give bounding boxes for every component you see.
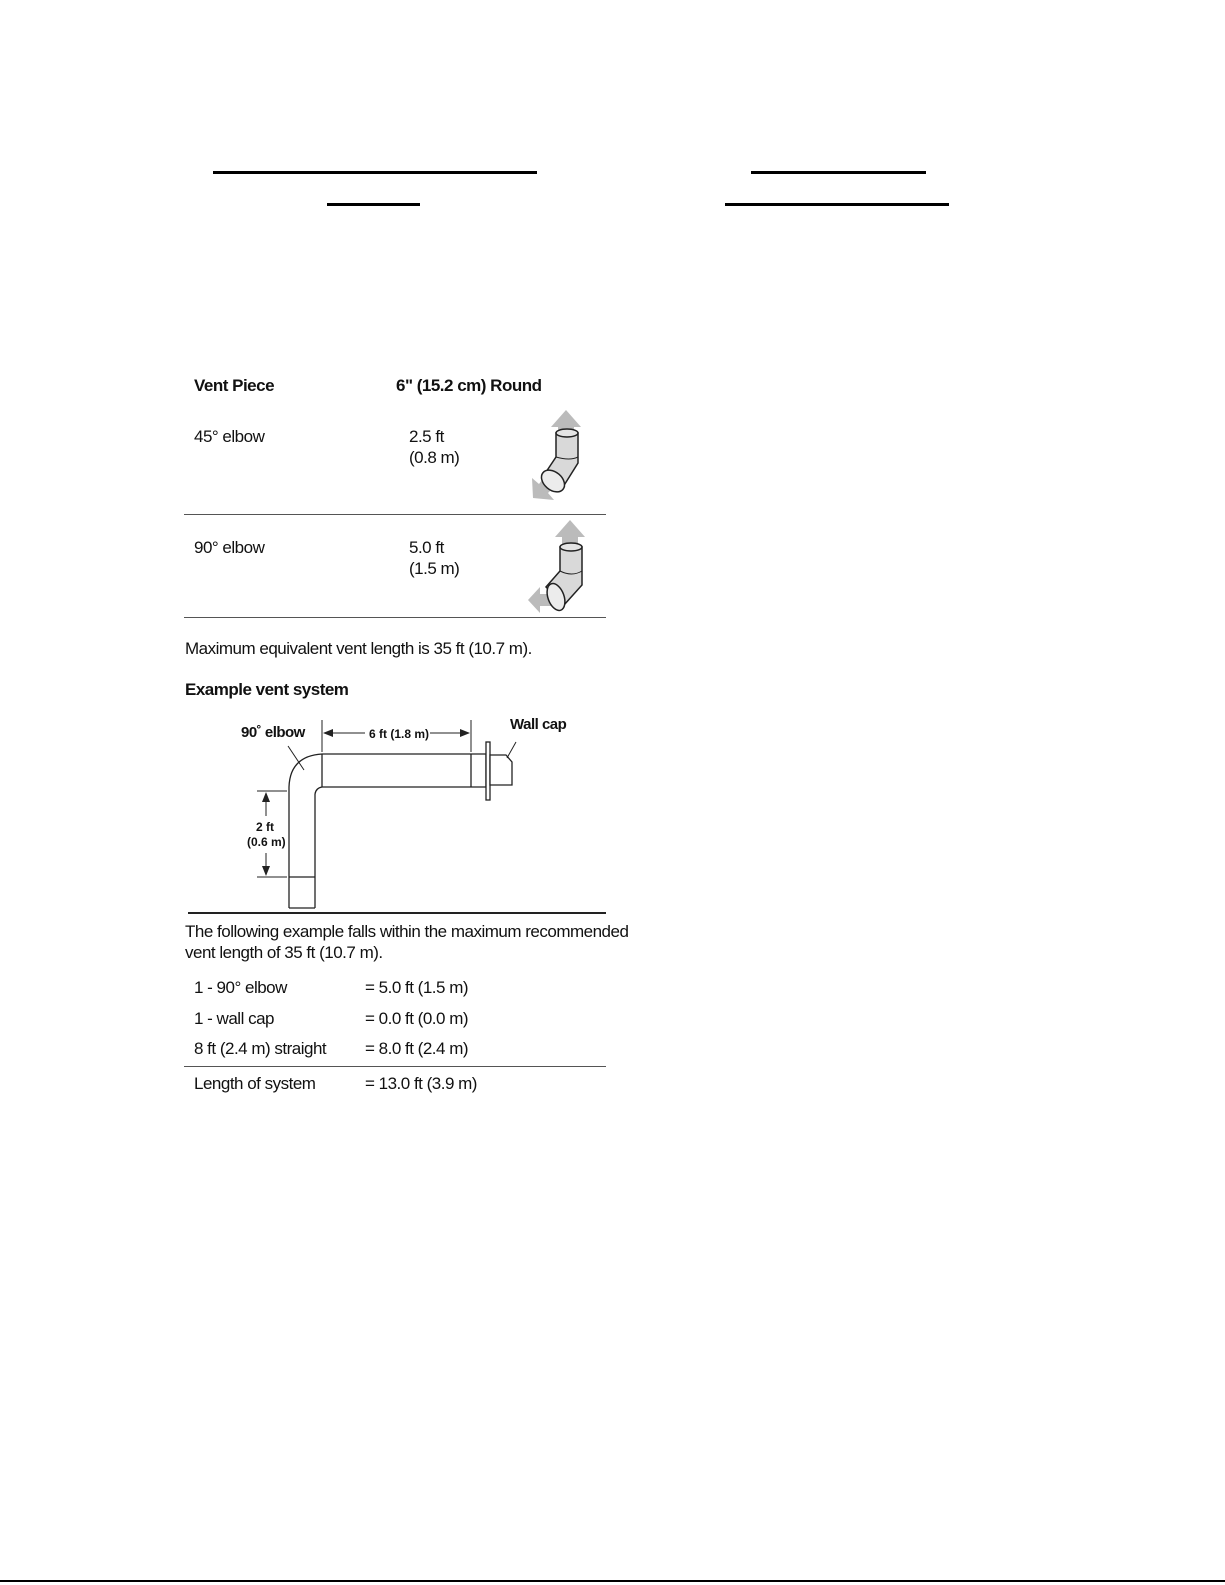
heading-rule-right-2 — [725, 203, 949, 206]
item-value-2: = 0.0 ft (0.0 m) — [365, 1009, 469, 1028]
item-name-1: 1 - 90° elbow — [194, 978, 287, 997]
diagram-label-vertical-m: (0.6 m) — [247, 835, 286, 849]
example-intro-line2: vent length of 35 ft (10.7 m). — [185, 943, 383, 962]
diagram-label-vertical-ft: 2 ft — [256, 820, 274, 834]
total-rule — [184, 1066, 606, 1067]
example-intro-line1: The following example falls within the maximum recommended — [185, 922, 629, 941]
diagram-bottom-rule — [188, 912, 606, 914]
elbow-45-icon — [528, 405, 598, 505]
table-header-piece: Vent Piece — [194, 376, 275, 395]
item-value-1: = 5.0 ft (1.5 m) — [365, 978, 469, 997]
row-piece-90: 90° elbow — [194, 538, 265, 557]
heading-rule-left-1 — [213, 171, 537, 174]
diagram-label-wall-cap: Wall cap — [510, 716, 567, 733]
page-bottom-rule — [0, 1580, 1225, 1582]
row-piece-45: 45° elbow — [194, 427, 265, 446]
vent-system-diagram — [230, 712, 610, 912]
max-length-note: Maximum equivalent vent length is 35 ft (10.7 m). — [185, 639, 532, 658]
total-value: = 13.0 ft (3.9 m) — [365, 1074, 477, 1093]
example-heading: Example vent system — [185, 680, 349, 699]
row-length-m-90: (1.5 m) — [409, 559, 460, 578]
row-length-ft-45: 2.5 ft — [409, 427, 444, 446]
heading-rule-left-2 — [327, 203, 420, 206]
heading-rule-right-1 — [751, 171, 926, 174]
row-length-m-45: (0.8 m) — [409, 448, 460, 467]
item-value-3: = 8.0 ft (2.4 m) — [365, 1039, 469, 1058]
row-length-ft-90: 5.0 ft — [409, 538, 444, 557]
elbow-90-icon — [524, 515, 599, 615]
diagram-label-horizontal: 6 ft (1.8 m) — [369, 727, 430, 741]
table-bottom-rule — [184, 617, 606, 618]
table-header-size: 6" (15.2 cm) Round — [396, 376, 542, 395]
diagram-label-elbow: 90˚ elbow — [241, 724, 305, 741]
total-name: Length of system — [194, 1074, 316, 1093]
item-name-3: 8 ft (2.4 m) straight — [194, 1039, 327, 1058]
item-name-2: 1 - wall cap — [194, 1009, 274, 1028]
